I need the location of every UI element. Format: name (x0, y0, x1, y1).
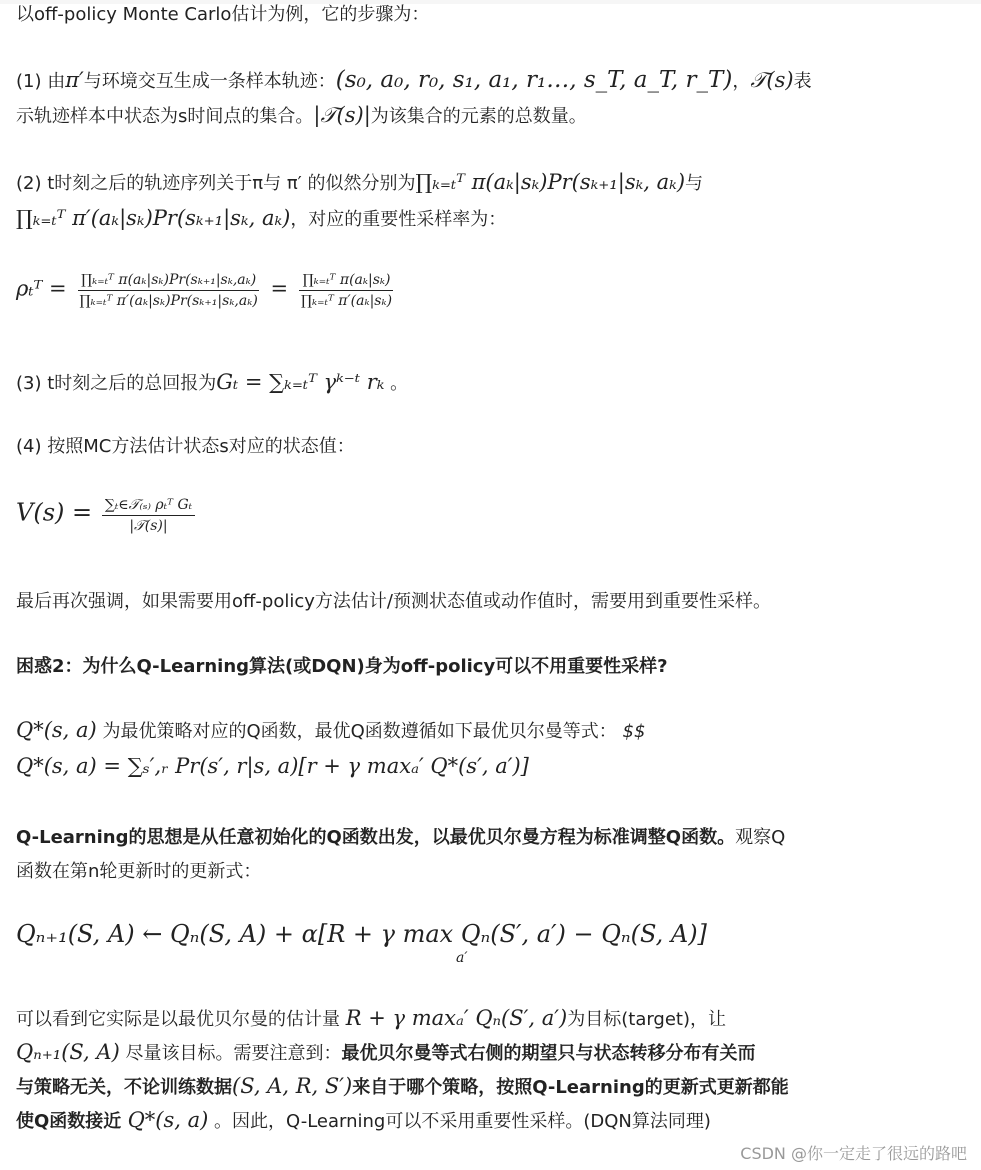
text: ， (732, 71, 751, 92)
text: 可以看到它实际是以最优贝尔曼的估计量 (16, 1009, 346, 1030)
emphasis-text: 最后再次强调，如果需要用off-policy方法估计/预测状态值或动作值时，需要用到重要性采样。 (16, 591, 771, 612)
text: (1) 由 (16, 71, 66, 92)
step1-line1 (16, 68, 812, 94)
math: Qₙ₊₁(S, A) (16, 1040, 120, 1064)
bold-text: 使Q函数接近 (16, 1111, 128, 1132)
step3 (16, 370, 408, 396)
math: Q*(s, a) = ∑ₛ′,ᵣ Pr(s′, r|s, a)[r + γ maxₐ′ Q*(s′, a′)] (16, 754, 529, 778)
step4: (4) 按照MC方法估计状态s对应的状态值： (16, 436, 355, 457)
intro-text: 以off-policy Monte Carlo估计为例，它的步骤为： (16, 4, 430, 25)
math: = (270, 276, 289, 301)
fraction (76, 272, 260, 309)
numerator: ∑ₜ∈𝒯₍ₛ₎ ρₜᵀ Gₜ (102, 497, 195, 516)
text: 表 (793, 71, 812, 92)
fraction (298, 272, 395, 309)
math: Q*(s, a) (16, 718, 97, 742)
final-line2 (16, 1040, 756, 1066)
math: (S, A, R, S′) (232, 1074, 353, 1098)
math: V(s) = (16, 498, 93, 527)
text: 。因此，Q-Learning可以不采用重要性采样。(DQN算法同理) (208, 1111, 711, 1132)
text: ，对应的重要性采样率为： (290, 209, 507, 230)
text: 与环境交互生成一条样本轨迹： (83, 71, 336, 92)
final-line3 (16, 1074, 789, 1100)
fraction (102, 497, 195, 534)
math: ρₜᵀ = (16, 276, 67, 301)
text: 尽量该目标。需要注意到： (119, 1043, 342, 1064)
bold-text: 最优贝尔曼等式右侧的期望只与状态转移分布有关而 (341, 1043, 756, 1064)
bellman-equation (16, 754, 529, 780)
bellman-line1 (16, 718, 645, 744)
final-line1 (16, 1006, 726, 1032)
text: $$ (616, 721, 646, 742)
text: 与 (685, 173, 704, 194)
text: (2) t时刻之后的轨迹序列关于π与 π′ 的似然分别为 (16, 173, 416, 194)
math: Qₙ₊₁(S, A) ← Qₙ(S, A) + α[R + γ max Qₙ(S′, a′) − Qₙ(S, A)] (16, 920, 707, 948)
text: 为最优策略对应的Q函数，最优Q函数遵循如下最优贝尔曼等式： (96, 721, 617, 742)
math: |𝒯(s)| (313, 103, 371, 127)
ql-line1 (16, 826, 785, 850)
step2-line1 (16, 170, 703, 196)
denominator: ∏ₖ₌ₜᵀ π′(aₖ|sₖ) (300, 293, 393, 309)
math: 𝒯(s) (750, 68, 794, 92)
step1-line2 (16, 103, 587, 129)
math: ∏ₖ₌ₜᵀ π′(aₖ|sₖ)Pr(sₖ₊₁|sₖ, aₖ) (16, 206, 291, 230)
math: ∏ₖ₌ₜᵀ π(aₖ|sₖ)Pr(sₖ₊₁|sₖ, aₖ) (415, 170, 686, 194)
text: 。 (384, 373, 409, 394)
denominator: |𝒯(s)| (129, 518, 168, 534)
denominator: ∏ₖ₌ₜᵀ π′(aₖ|sₖ)Pr(sₖ₊₁|sₖ,aₖ) (79, 293, 258, 309)
text: 为目标(target)，让 (567, 1009, 727, 1030)
bold-text: 与策略无关，不论训练数据 (16, 1077, 232, 1098)
update-formula (16, 920, 707, 966)
text: 为该集合的元素的总数量。 (370, 106, 587, 127)
bold-text: Q-Learning的思想是从任意初始化的Q函数出发，以最优贝尔曼方程为标准调整Q函数。 (16, 827, 736, 848)
math: Gₜ = ∑ₖ₌ₜᵀ γᵏ⁻ᵗ rₖ (216, 370, 385, 394)
numerator: ∏ₖ₌ₜᵀ π(aₖ|sₖ) (299, 272, 393, 291)
text: (3) t时刻之后的总回报为 (16, 373, 217, 394)
question-heading: 困惑2：为什么Q-Learning算法(或DQN)身为off-policy可以不用重要性采样? (16, 656, 668, 677)
math: Q*(s, a) (127, 1108, 209, 1132)
bold-text: 来自于哪个策略，按照Q-Learning的更新式更新都能 (352, 1077, 789, 1098)
math-subscript: a′ (456, 950, 468, 966)
math-trajectory: (s₀, a₀, r₀, s₁, a₁, r₁…, s_T, a_T, r_T) (335, 67, 733, 93)
numerator: ∏ₖ₌ₜᵀ π(aₖ|sₖ)Pr(sₖ₊₁|sₖ,aₖ) (78, 272, 259, 291)
math: π′ (65, 68, 84, 92)
math: R + γ maxₐ′ Qₙ(S′, a′) (345, 1006, 568, 1030)
rho-formula (16, 272, 399, 309)
csdn-watermark: CSDN @你一定走了很远的路吧 (740, 1144, 967, 1163)
text: 示轨迹样本中状态为s时间点的集合。 (16, 106, 314, 127)
value-formula (16, 497, 199, 534)
ql-line2: 函数在第n轮更新时的更新式： (16, 861, 262, 882)
final-line4 (16, 1108, 711, 1134)
step2-line2 (16, 206, 506, 232)
text: 观察Q (735, 827, 786, 848)
